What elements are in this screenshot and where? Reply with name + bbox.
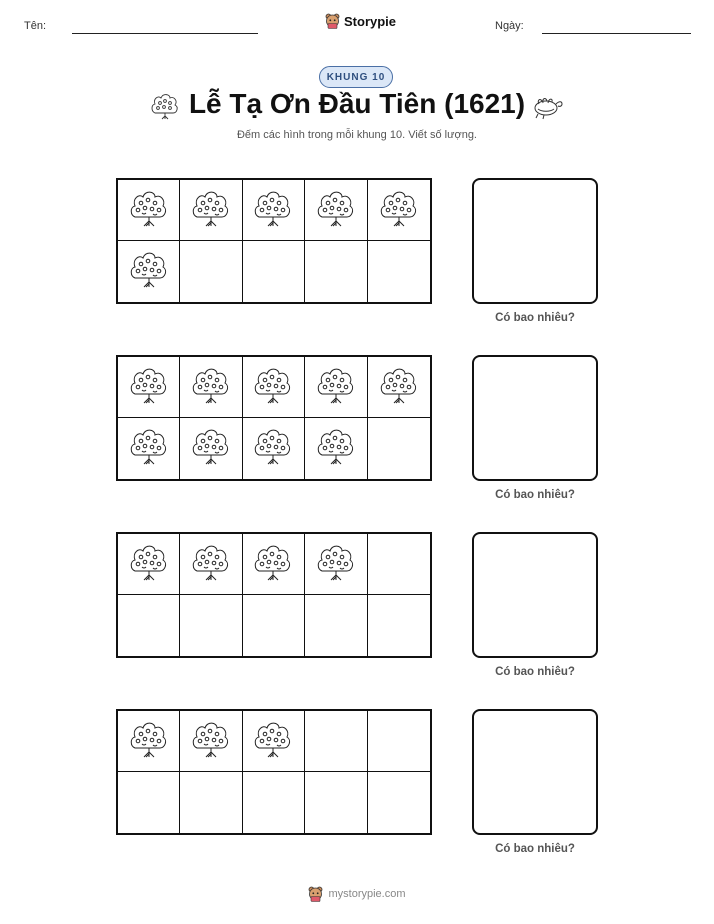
frame-cell — [368, 180, 430, 241]
frame-cell — [118, 772, 180, 833]
frame-cell — [305, 534, 367, 595]
frame-cell — [180, 595, 242, 656]
frame-cell — [243, 595, 305, 656]
frame-cell — [180, 418, 242, 479]
frame-cell — [243, 418, 305, 479]
tree-icon — [128, 426, 170, 471]
name-label: Tên: — [24, 20, 47, 32]
answer-prompt-2: Có bao nhiêu? — [495, 489, 575, 501]
frame-cell — [368, 711, 430, 772]
frame-cell — [305, 595, 367, 656]
frame-cell — [368, 772, 430, 833]
frame-cell — [180, 241, 242, 302]
frame-cell — [118, 241, 180, 302]
frame-cell — [305, 772, 367, 833]
tree-icon — [252, 719, 294, 764]
frame-cell — [305, 357, 367, 418]
answer-box-4[interactable] — [472, 709, 598, 835]
answer-prompt-4: Có bao nhiêu? — [495, 843, 575, 855]
tree-icon — [128, 365, 170, 410]
frame-cell — [305, 241, 367, 302]
frame-cell — [368, 357, 430, 418]
brand-logo — [325, 13, 396, 29]
tree-icon — [190, 365, 232, 410]
tree-icon — [190, 426, 232, 471]
frame-cell — [118, 595, 180, 656]
tree-icon — [378, 365, 420, 410]
ten-frame-2 — [116, 355, 432, 481]
frame-cell — [305, 180, 367, 241]
date-field[interactable] — [542, 33, 691, 34]
tree-icon — [128, 719, 170, 764]
answer-box-2[interactable] — [472, 355, 598, 481]
tree-icon — [252, 365, 294, 410]
tree-icon — [315, 365, 357, 410]
tree-icon — [315, 188, 357, 233]
name-field[interactable] — [72, 33, 258, 34]
tree-icon — [128, 542, 170, 587]
frame-cell — [180, 711, 242, 772]
date-label: Ngày: — [495, 20, 524, 32]
frame-cell — [180, 534, 242, 595]
frame-cell — [243, 534, 305, 595]
footer-site: mystorypie.com — [328, 888, 406, 900]
storypie-mascot-icon — [308, 886, 323, 902]
tree-icon — [315, 542, 357, 587]
footer — [0, 886, 714, 902]
ten-frame-3 — [116, 532, 432, 658]
frame-cell — [118, 357, 180, 418]
frame-cell — [243, 772, 305, 833]
answer-prompt-1: Có bao nhiêu? — [495, 312, 575, 324]
frame-cell — [118, 711, 180, 772]
frame-cell — [180, 180, 242, 241]
frame-cell — [243, 241, 305, 302]
frame-cell — [305, 418, 367, 479]
tree-icon — [252, 188, 294, 233]
frame-cell — [368, 418, 430, 479]
frame-cell — [118, 418, 180, 479]
frame-cell — [368, 595, 430, 656]
frame-cell — [368, 241, 430, 302]
frame-cell — [180, 357, 242, 418]
tree-icon — [190, 719, 232, 764]
frame-cell — [243, 357, 305, 418]
page-title: Lễ Tạ Ơn Đầu Tiên (1621) — [188, 88, 526, 119]
ten-frame-1 — [116, 178, 432, 304]
frame-cell — [368, 534, 430, 595]
frame-cell — [180, 772, 242, 833]
answer-box-3[interactable] — [472, 532, 598, 658]
storypie-mascot-icon — [325, 13, 340, 29]
instructions: Đếm các hình trong mỗi khung 10. Viết số lượng. — [236, 129, 477, 141]
tree-icon — [190, 188, 232, 233]
answer-prompt-3: Có bao nhiêu? — [495, 666, 575, 678]
frame-cell — [305, 711, 367, 772]
tree-icon — [128, 249, 170, 294]
tree-icon — [252, 426, 294, 471]
frame-cell — [243, 711, 305, 772]
frame-cell — [243, 180, 305, 241]
tree-icon — [315, 426, 357, 471]
turkey-icon — [532, 92, 564, 120]
brand-name: Storypie — [344, 13, 397, 29]
frame-cell — [118, 180, 180, 241]
worksheet-type-badge: KHUNG 10 — [319, 66, 393, 88]
tree-icon — [190, 542, 232, 587]
tree-icon — [128, 188, 170, 233]
tree-icon — [378, 188, 420, 233]
answer-box-1[interactable] — [472, 178, 598, 304]
ten-frame-4 — [116, 709, 432, 835]
frame-cell — [118, 534, 180, 595]
tree-icon — [252, 542, 294, 587]
